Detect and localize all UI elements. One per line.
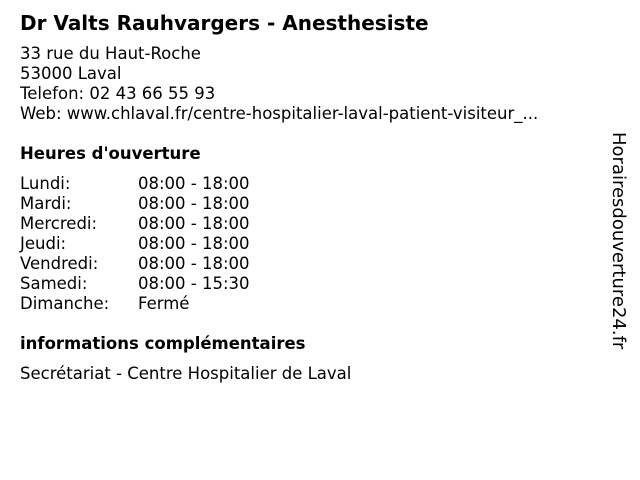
day-label: Jeudi: <box>20 234 67 253</box>
day-label: Mardi: <box>20 194 72 213</box>
time-range: 08:00 - 18:00 <box>138 254 250 273</box>
day-label: Dimanche: <box>20 294 110 313</box>
address-street: 33 rue du Haut-Roche <box>20 44 201 63</box>
additional-info-text: Secrétariat - Centre Hospitalier de Laval <box>20 364 352 383</box>
site-watermark: Horairesdouverture24.fr <box>608 132 629 350</box>
time-range: Fermé <box>138 294 190 313</box>
website-link[interactable]: Web: www.chlaval.fr/centre-hospitalier-laval-patient-visiteur_... <box>20 104 539 123</box>
phone-number: Telefon: 02 43 66 55 93 <box>20 84 216 103</box>
day-label: Mercredi: <box>20 214 98 233</box>
time-range: 08:00 - 18:00 <box>138 214 250 233</box>
day-label: Lundi: <box>20 174 71 193</box>
time-range: 08:00 - 18:00 <box>138 234 250 253</box>
time-range: 08:00 - 15:30 <box>138 274 250 293</box>
opening-hours-heading: Heures d'ouverture <box>20 144 201 163</box>
contact-block <box>20 44 538 124</box>
address-city: 53000 Laval <box>20 64 122 83</box>
time-range: 08:00 - 18:00 <box>138 174 250 193</box>
day-label: Samedi: <box>20 274 88 293</box>
day-label: Vendredi: <box>20 254 99 273</box>
time-range: 08:00 - 18:00 <box>138 194 250 213</box>
page-title: Dr Valts Rauhvargers - Anesthesiste <box>20 11 429 35</box>
additional-info-heading: informations complémentaires <box>20 334 306 353</box>
